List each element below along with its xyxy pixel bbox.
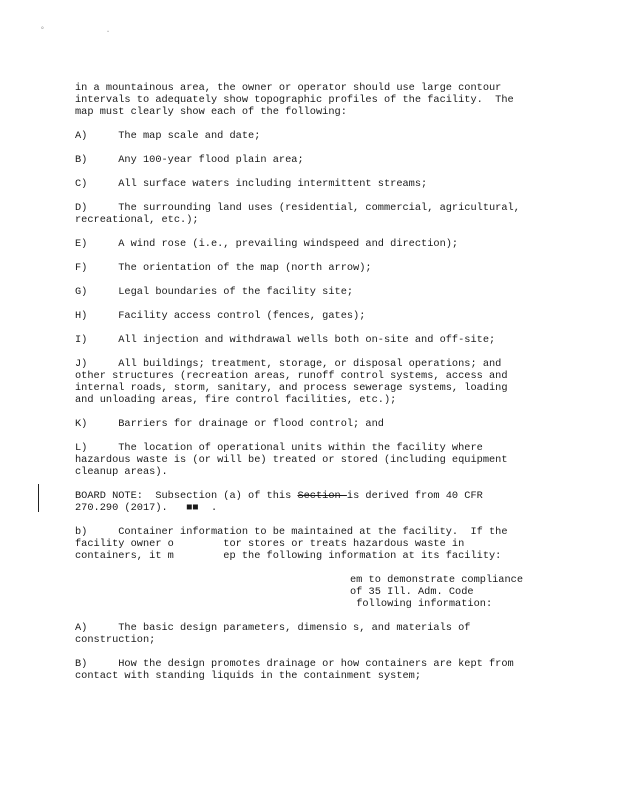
board-note-suffix: is derived from 40 CFR 270.290 (2017). ■■ . (75, 490, 483, 514)
list-item-c: C) All surface waters including intermittent streams; (75, 178, 428, 190)
list-item-b: B) Any 100-year flood plain area; (75, 154, 304, 166)
list-item-h: H) Facility access control (fences, gates); (75, 310, 366, 322)
paragraph-b: b) Container information to be maintained at the facility. If the facility owner o tor stores or treats hazardous waste in containers, it m ep the following information at its facility: (75, 526, 508, 562)
sub-item-a: A) The basic design parameters, dimensio s, and materials of construction; (75, 622, 471, 646)
intro-paragraph: in a mountainous area, the owner or operator should use large contour intervals to adequately show topographic profiles of the facility. The map must clearly show each of the following: (75, 82, 514, 118)
list-item-d: D) The surrounding land uses (residential, commercial, agricultural, recreational, etc.); (75, 202, 520, 226)
board-note-prefix: BOARD NOTE: Subsection (a) of this (75, 490, 298, 502)
list-item-g: G) Legal boundaries of the facility site; (75, 286, 354, 298)
list-item-e: E) A wind rose (i.e., prevailing windspeed and direction); (75, 238, 459, 250)
list-item-a: A) The map scale and date; (75, 130, 261, 142)
list-item-k: K) Barriers for drainage or flood control; and (75, 418, 384, 430)
revision-bar (38, 484, 39, 512)
board-note (75, 490, 545, 514)
list-item-i: I) All injection and withdrawal wells both on-site and off-site; (75, 334, 496, 346)
scan-artifact-dots: ° . (40, 26, 139, 35)
list-item-j: J) All buildings; treatment, storage, or disposal operations; and other structures (recreation areas, runoff control systems, access and internal roads, storm, sanitary, and process sewerage systems, loading and unloading areas, fire control facilities, etc.); (75, 358, 508, 406)
list-item-l: L) The location of operational units within the facility where hazardous waste is (or will be) treated or stored (including equipment cleanup areas). (75, 442, 508, 478)
paragraph-fragment: em to demonstrate compliance of 35 Ill. Adm. Code following information: (350, 574, 524, 610)
list-item-f: F) The orientation of the map (north arrow); (75, 262, 372, 274)
sub-item-b: B) How the design promotes drainage or how containers are kept from contact with standing liquids in the containment system; (75, 658, 514, 682)
board-note-struck-word: Section (297, 490, 347, 502)
